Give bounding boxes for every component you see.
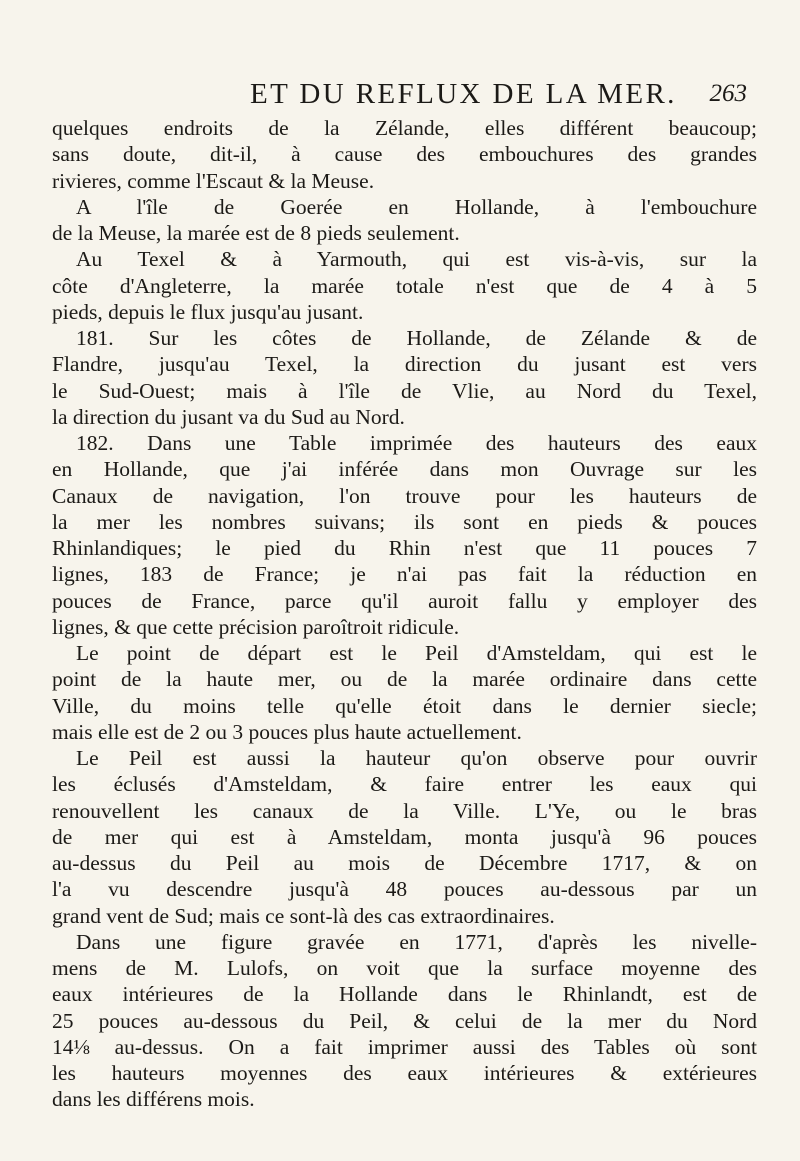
text-line: renouvellent les canaux de la Ville. L'Ye, ou le bras bbox=[52, 798, 757, 823]
text-line: les éclusés d'Amsteldam, & faire entrer les eaux qui bbox=[52, 772, 757, 797]
text-line: pieds, depuis le flux jusqu'au jusant. bbox=[52, 299, 364, 324]
text-line: point de la haute mer, ou de la marée ordinaire dans cette bbox=[52, 667, 757, 692]
text-line: le Sud-Ouest; mais à l'île de Vlie, au Nord du Texel, bbox=[52, 378, 757, 403]
text-line: l'a vu descendre jusqu'à 48 pouces au-dessous par un bbox=[52, 877, 757, 902]
text-line: la mer les nombres suivans; ils sont en pieds & pouces bbox=[52, 509, 757, 534]
text-line: de la Meuse, la marée est de 8 pieds seulement. bbox=[52, 221, 460, 245]
text-line: 25 pouces au-dessous du Peil, & celui de la mer du Nord bbox=[52, 1008, 757, 1033]
text-line: de mer qui est à Amsteldam, monta jusqu'à 96 pouces bbox=[52, 824, 757, 849]
page-number: 263 bbox=[709, 80, 747, 107]
text-line: quelques endroits de la Zélande, elles différent beaucoup; bbox=[52, 116, 757, 140]
text-line: lignes, 183 de France; je n'ai pas fait la réduction en bbox=[52, 562, 757, 587]
running-title: ET DU REFLUX DE LA MER. bbox=[250, 78, 677, 110]
text-line: Dans une figure gravée en 1771, d'après les nivelle- bbox=[76, 929, 757, 954]
text-line: côte d'Angleterre, la marée totale n'est que de 4 à 5 bbox=[52, 273, 757, 298]
text-line: en Hollande, que j'ai inférée dans mon Ouvrage sur les bbox=[52, 457, 757, 482]
text-line: Flandre, jusqu'au Texel, la direction du jusant est vers bbox=[52, 352, 757, 377]
text-line: eaux intérieures de la Hollande dans le Rhinlandt, est de bbox=[52, 982, 757, 1007]
text-line: dans les différens mois. bbox=[52, 1087, 255, 1112]
text-line: 181. Sur les côtes de Hollande, de Zélande & de bbox=[76, 326, 757, 350]
text-line: Rhinlandiques; le pied du Rhin n'est que 11 pouces 7 bbox=[52, 536, 757, 560]
text-line: Le Peil est aussi la hauteur qu'on observe pour ouvrir bbox=[76, 746, 757, 770]
page-header bbox=[52, 78, 752, 114]
text-line: grand vent de Sud; mais ce sont-là des cas extraordinaires. bbox=[52, 903, 555, 928]
text-line: Au Texel & à Yarmouth, qui est vis-à-vis, sur la bbox=[76, 247, 757, 272]
text-line: 14⅛ au-dessus. On a fait imprimer aussi des Tables où sont bbox=[52, 1034, 757, 1059]
body-text bbox=[52, 115, 757, 1113]
text-line: Le point de départ est le Peil d'Amsteldam, qui est le bbox=[76, 641, 757, 665]
text-line: pouces de France, parce qu'il auroit fallu y employer des bbox=[52, 588, 757, 613]
text-line: au-dessus du Peil au mois de Décembre 1717, & on bbox=[52, 851, 757, 875]
text-line: la direction du jusant va du Sud au Nord. bbox=[52, 404, 405, 429]
text-line: rivieres, comme l'Escaut & la Meuse. bbox=[52, 168, 375, 193]
text-line: sans doute, dit-il, à cause des embouchures des grandes bbox=[52, 142, 757, 167]
text-line: Ville, du moins telle qu'elle étoit dans le dernier siecle; bbox=[52, 693, 757, 718]
text-line: lignes, & que cette précision paroîtroit ridicule. bbox=[52, 614, 460, 639]
text-line: Canaux de navigation, l'on trouve pour les hauteurs de bbox=[52, 483, 757, 508]
text-line: mens de M. Lulofs, on voit que la surface moyenne des bbox=[52, 956, 757, 980]
text-line: les hauteurs moyennes des eaux intérieures & extérieures bbox=[52, 1061, 757, 1085]
text-line: mais elle est de 2 ou 3 pouces plus haute actuellement. bbox=[52, 719, 522, 744]
text-line: 182. Dans une Table imprimée des hauteurs des eaux bbox=[76, 431, 757, 455]
text-line: A l'île de Goerée en Hollande, à l'embouchure bbox=[76, 194, 757, 219]
